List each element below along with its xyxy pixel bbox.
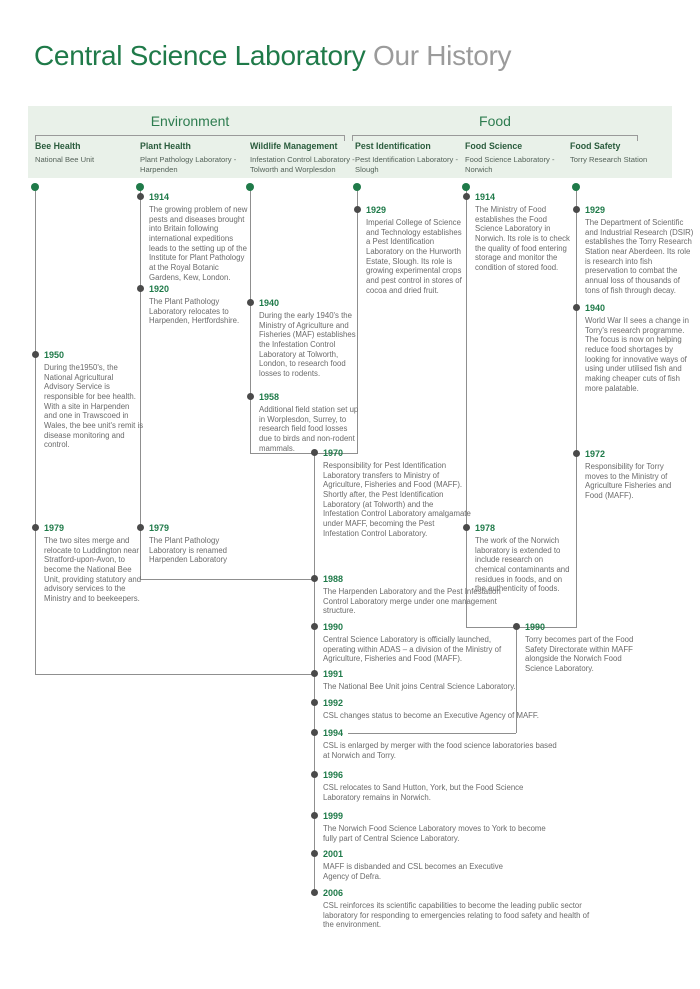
event-year: 1972	[585, 449, 606, 459]
event-dot	[573, 206, 580, 213]
bee-merge-connector	[35, 674, 314, 675]
event-year: 1992	[323, 698, 344, 708]
event-text: Central Science Laboratory is officially launched, operating within ADAS – a division of the Ministry of Agriculture, Fisheries and Food (MAFF).	[323, 635, 502, 664]
group-label-environment: Environment	[150, 113, 230, 129]
group-label-food: Food	[479, 113, 511, 129]
food-science-start-dot	[462, 183, 470, 191]
event-year: 1914	[475, 192, 496, 202]
event-year: 1929	[585, 205, 606, 215]
column-subtitle: Torry Research Station	[570, 155, 648, 164]
pest-start-dot	[353, 183, 361, 191]
event-text: During the early 1940's the Ministry of Agriculture and Fisheries (MAF) establishes the Infestation Control Laboratory at Tolworth, London, to research food losses to rodents.	[259, 311, 356, 378]
event-text: CSL changes status to become an Executive Agency of MAFF.	[323, 711, 539, 720]
event-text: CSL reinforces its scientific capabilities to become the leading public sector laboratory for responding to emergencies relating to food safety and health of the environment.	[323, 901, 590, 930]
event-dot	[247, 393, 254, 400]
column-title: Bee Health	[35, 141, 81, 151]
page-title-main: Central Science Laboratory	[34, 40, 366, 71]
event-dot	[311, 449, 318, 456]
plant-start-dot	[136, 183, 144, 191]
event-dot	[573, 450, 580, 457]
column-wildlife-management	[250, 141, 356, 176]
event-dot	[311, 575, 318, 582]
wildlife-start-dot	[246, 183, 254, 191]
event-year: 1994	[323, 728, 344, 738]
event-text: MAFF is disbanded and CSL becomes an Executive Agency of Defra.	[323, 862, 503, 881]
event-text: The Plant Pathology Laboratory relocates to Harpenden, Hertfordshire.	[149, 297, 240, 326]
event-dot	[354, 206, 361, 213]
event-plant-1920	[137, 284, 249, 326]
column-food-science	[465, 141, 571, 176]
event-dot	[311, 889, 318, 896]
event-central-1996	[311, 770, 556, 802]
column-subtitle: Plant Pathology Laboratory - Harpenden	[140, 155, 237, 175]
event-year: 1940	[259, 298, 280, 308]
event-dot	[311, 623, 318, 630]
event-dot	[247, 299, 254, 306]
event-text: Torry becomes part of the Food Safety Directorate within MAFF alongside the Norwich Food Science Laboratory.	[525, 635, 634, 673]
event-text: The Ministry of Food establishes the Food Science Laboratory in Norwich. Its role is to check the quality of food entering storage and monitor the condition of stored food.	[475, 205, 570, 272]
event-food-safety-1929	[573, 205, 695, 295]
plant-merge-connector	[140, 579, 314, 580]
event-text: The work of the Norwich laboratory is extended to include research on chemical contaminants and residues in foods, and on the authenticity of foods.	[475, 536, 570, 594]
event-wildlife-1958	[247, 392, 359, 453]
event-dot	[513, 623, 520, 630]
event-dot	[573, 304, 580, 311]
event-bee-1950	[32, 350, 144, 450]
event-text: Responsibility for Torry moves to the Ministry of Agriculture Fisheries and Food (MAFF).	[585, 462, 672, 500]
event-dot	[311, 850, 318, 857]
event-dot	[32, 351, 39, 358]
event-year: 1929	[366, 205, 387, 215]
event-dot	[311, 812, 318, 819]
event-year: 2001	[323, 849, 344, 859]
bee-start-dot	[31, 183, 39, 191]
event-central-2001	[311, 849, 526, 881]
event-dot	[137, 285, 144, 292]
event-central-2006	[311, 888, 591, 930]
event-text: The two sites merge and relocate to Luddington near Stratford-upon-Avon, to become the National Bee Unit, providing statutory and advisory services to the Ministry and to beekeepers.	[44, 536, 142, 603]
column-food-safety	[570, 141, 676, 165]
event-text: The Harpenden Laboratory and the Pest Infestation Control Laboratory merge under one management structure.	[323, 587, 501, 616]
event-text: World War II sees a change in Torry's research programme. The focus is now on helping reduce food shortages by looking for innovative ways of using under utilised fish and making cheaper cuts of fish more palatable.	[585, 316, 690, 393]
event-central-1990	[311, 622, 506, 664]
column-title: Wildlife Management	[250, 141, 338, 151]
event-year: 1970	[323, 448, 344, 458]
event-year: 1991	[323, 669, 344, 679]
column-title: Food Science	[465, 141, 523, 151]
event-food-science-1914	[463, 192, 573, 273]
event-dot	[137, 524, 144, 531]
column-plant-health	[140, 141, 246, 176]
column-title: Food Safety	[570, 141, 621, 151]
event-pest-1929	[354, 205, 466, 295]
event-year: 1940	[585, 303, 606, 313]
event-text: The National Bee Unit joins Central Science Laboratory.	[323, 682, 516, 691]
event-text: CSL is enlarged by merger with the food science laboratories based at Norwich and Torry.	[323, 741, 557, 760]
event-central-1992	[311, 698, 576, 721]
event-central-1999	[311, 811, 561, 843]
event-year: 1920	[149, 284, 170, 294]
event-year: 1999	[323, 811, 344, 821]
column-subtitle: Infestation Control Laboratory - Tolworth and Worplesdon	[250, 155, 355, 175]
event-text: The growing problem of new pests and diseases brought into Britain following international expeditions leads to the setting up of the Institute for Plant Pathology at the Royal Botanic Gardens, Kew, London.	[149, 205, 248, 282]
event-text: The Plant Pathology Laboratory is renamed Harpenden Laboratory	[149, 536, 228, 565]
event-year: 1996	[323, 770, 344, 780]
event-text: Imperial College of Science and Technology establishes a Pest Identification Laboratory on the Hurworth Estate, Slough. Its role is growing experimental crops and pest control in stores of cocoa and dried fruit.	[366, 218, 462, 295]
column-subtitle: Food Science Laboratory - Norwich	[465, 155, 555, 175]
event-central-1994	[311, 728, 563, 760]
event-food-safety-1940	[573, 303, 695, 393]
event-text: Additional field station set up in Worplesdon, Surrey, to research field food losses due to birds and non-rodent mammals.	[259, 405, 359, 453]
event-year: 1914	[149, 192, 170, 202]
event-year: 1950	[44, 350, 65, 360]
event-year: 1990	[525, 622, 546, 632]
event-dot	[311, 699, 318, 706]
event-year: 1990	[323, 622, 344, 632]
event-dot	[32, 524, 39, 531]
event-dot	[311, 670, 318, 677]
column-title: Pest Identification	[355, 141, 431, 151]
event-dot	[463, 193, 470, 200]
event-text: CSL relocates to Sand Hutton, York, but the Food Science Laboratory remains in Norwich.	[323, 783, 524, 802]
event-text: Responsibility for Pest Identification Laboratory transfers to Ministry of Agriculture, Fisheries and Food (MAFF). Shortly after, the Pest Identification Laboratory (at Tolworth) and the Infestation Control Laboratory amalgamate under MAFF, becoming the Pest Infestation Control Laboratory.	[323, 461, 471, 538]
page-title-sub: Our History	[365, 40, 512, 71]
event-year: 2006	[323, 888, 344, 898]
event-text: The Norwich Food Science Laboratory moves to York to become fully part of Central Science Laboratory.	[323, 824, 546, 843]
event-dot	[137, 193, 144, 200]
event-food-safety-1972	[573, 449, 687, 501]
event-wildlife-1940	[247, 298, 359, 379]
event-plant-1914	[137, 192, 249, 282]
column-subtitle: Pest Identification Laboratory - Slough	[355, 155, 458, 175]
event-plant-1979	[137, 523, 249, 565]
event-bee-1979	[32, 523, 144, 604]
event-food-merged-1990	[513, 622, 637, 674]
food-safety-start-dot	[572, 183, 580, 191]
column-title: Plant Health	[140, 141, 191, 151]
event-year: 1978	[475, 523, 496, 533]
event-central-1988	[311, 574, 506, 616]
event-text: The Department of Scientific and Industrial Research (DSIR) establishes the Torry Research Station near Aberdeen. Its role is research into fish preservation to combat the annual loss of thousands of tons of fish through decay.	[585, 218, 694, 295]
event-text: During the1950's, the National Agricultural Advisory Service is responsible for bee health. With a site in Harpenden and one in Trawscoed in Wales, the bee unit's remit is disease monitoring and control.	[44, 363, 144, 450]
event-dot	[311, 729, 318, 736]
column-pest-identification	[355, 141, 461, 176]
page-title	[34, 40, 511, 72]
event-year: 1979	[149, 523, 170, 533]
event-year: 1988	[323, 574, 344, 584]
event-year: 1979	[44, 523, 65, 533]
column-subtitle: National Bee Unit	[35, 155, 95, 164]
event-year: 1958	[259, 392, 280, 402]
event-central-1970	[311, 448, 471, 538]
event-dot	[311, 771, 318, 778]
column-bee-health	[35, 141, 141, 165]
